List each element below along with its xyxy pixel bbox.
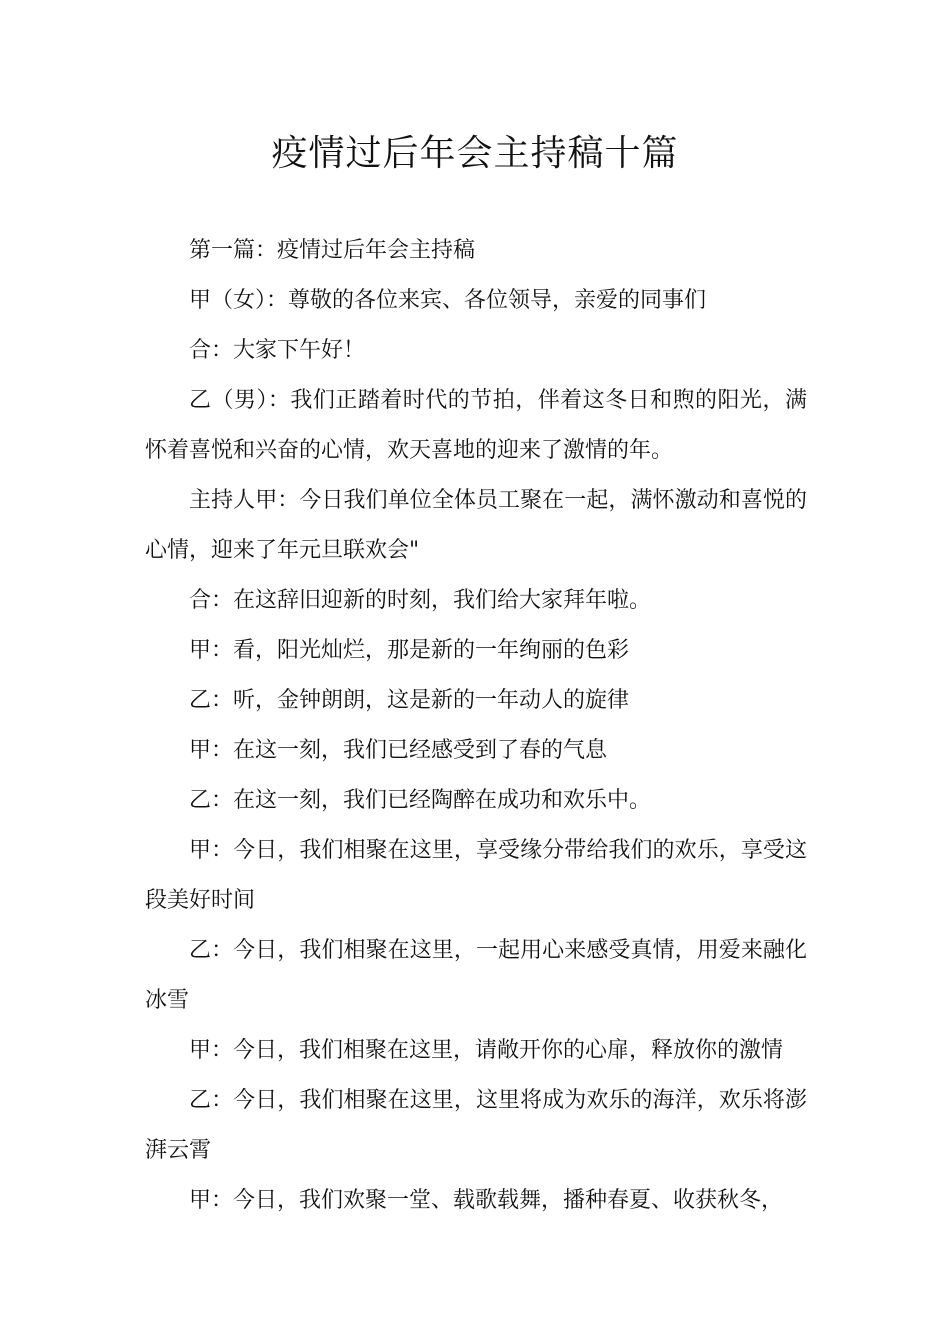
paragraph-yi-gather-2: 乙：今日，我们相聚在这里，这里将成为欢乐的海洋，欢乐将澎湃云霄 bbox=[145, 1088, 807, 1163]
paragraph-jia-spring: 甲：在这一刻，我们已经感受到了春的气息 bbox=[189, 738, 608, 763]
paragraph-jia-gather-2: 甲：今日，我们相聚在这里，请敞开你的心扉，释放你的激情 bbox=[189, 1038, 784, 1063]
paragraph-yi-opening: 乙（男）：我们正踏着时代的节拍，伴着这冬日和煦的阳光，满怀着喜悦和兴奋的心情，欢天喜地的迎来了激情的年。 bbox=[145, 388, 807, 463]
paragraph-together-new-year: 合：在这辞旧迎新的时刻，我们给大家拜年啦。 bbox=[189, 588, 652, 613]
paragraph-host-jia: 主持人甲：今日我们单位全体员工聚在一起，满怀激动和喜悦的心情，迎来了年元旦联欢会" bbox=[145, 488, 807, 563]
paragraph-greeting-jia: 甲（女）：尊敬的各位来宾、各位领导，亲爱的同事们 bbox=[189, 288, 707, 313]
paragraph-greeting-together: 合：大家下午好！ bbox=[189, 338, 366, 363]
document-body bbox=[145, 226, 807, 1226]
paragraph-section-heading: 第一篇：疫情过后年会主持稿 bbox=[189, 238, 476, 263]
paragraph-yi-success: 乙：在这一刻，我们已经陶醉在成功和欢乐中。 bbox=[189, 788, 652, 813]
paragraph-yi-bells: 乙：听，金钟朗朗，这是新的一年动人的旋律 bbox=[189, 688, 630, 713]
paragraph-jia-gather-3: 甲：今日，我们欢聚一堂、载歌载舞，播种春夏、收获秋冬， bbox=[189, 1188, 784, 1213]
paragraph-jia-gather-1: 甲：今日，我们相聚在这里，享受缘分带给我们的欢乐，享受这段美好时间 bbox=[145, 838, 807, 913]
paragraph-jia-sunshine: 甲：看，阳光灿烂，那是新的一年绚丽的色彩 bbox=[189, 638, 630, 663]
document-title: 疫情过后年会主持稿十篇 bbox=[271, 133, 679, 174]
paragraph-yi-gather-1: 乙：今日，我们相聚在这里，一起用心来感受真情，用爱来融化冰雪 bbox=[145, 938, 807, 1013]
